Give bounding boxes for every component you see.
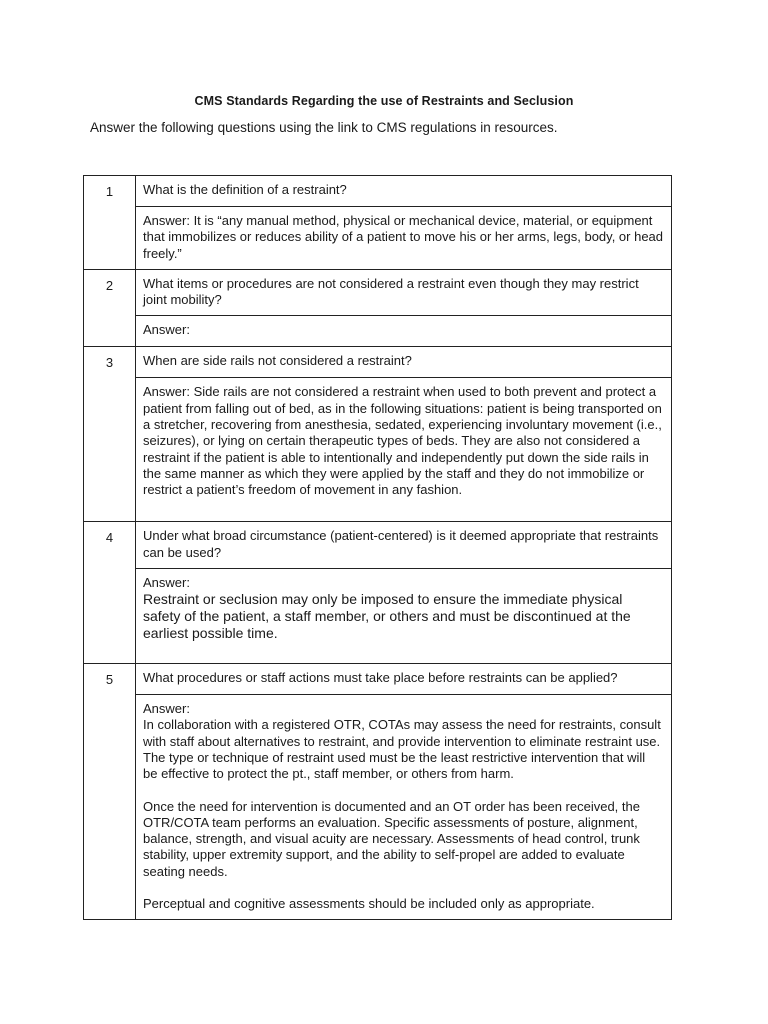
answer-paragraph: Once the need for intervention is documented and an OT order has been received, the OTR/COTA team performs an evaluation. Specific assessments of posture, alignment, balance, strength, and visual acuity are necessary. Assessments of head control, trunk stability, upper extremity support, and the ability to self-propel are added to evaluate seating needs. [143, 798, 640, 879]
table-row [84, 522, 672, 569]
question-number: 3 [84, 347, 136, 522]
table-row [84, 569, 672, 664]
question-text: Under what broad circumstance (patient-centered) is it deemed appropriate that restraints can be used? [136, 522, 672, 569]
question-number: 5 [84, 664, 136, 920]
answer-text: Answer: Side rails are not considered a restraint when used to both prevent and protect a patient from falling out of bed, as in the following situations: patient is being transported on a stretcher, recovering from anesthesia, sedated, experiencing involuntary movement (i.e., seizures), or lying on certain therapeutic types of beds. They are also not considered a restraint if the patient is able to intentionally and independently put down the side rails in the same manner as which they were applied by the staff and they do not immobilize or restrict a patient’s freedom of movement in any fashion. [136, 378, 672, 522]
answer-text: Restraint or seclusion may only be imposed to ensure the immediate physical safety of the patient, a staff member, or others and must be discontinued at the earliest possible time. [143, 591, 631, 642]
table-row [84, 695, 672, 920]
answer-label: Answer: [143, 575, 190, 591]
answer-paragraph: Perceptual and cognitive assessments should be included only as appropriate. [143, 896, 595, 912]
table-row [84, 207, 672, 270]
question-text: What procedures or staff actions must take place before restraints can be applied? [136, 664, 672, 695]
question-number: 1 [84, 176, 136, 270]
table-row [84, 347, 672, 378]
answer-text: Answer: It is “any manual method, physical or mechanical device, material, or equipment that immobilizes or reduces ability of a patient to move his or her arms, legs, body, or head freely.” [136, 207, 672, 270]
table-row [84, 664, 672, 695]
question-number: 2 [84, 269, 136, 347]
document-intro: Answer the following questions using the link to CMS regulations in resources. [90, 120, 558, 135]
answer-cell [136, 569, 672, 664]
table-row [84, 269, 672, 316]
answer-label: Answer: [143, 701, 190, 717]
question-number: 4 [84, 522, 136, 664]
answer-text: Answer: [136, 316, 672, 347]
question-text: What is the definition of a restraint? [136, 176, 672, 207]
document-title: CMS Standards Regarding the use of Restraints and Seclusion [194, 94, 574, 108]
table-row [84, 378, 672, 522]
qa-table [83, 175, 672, 920]
answer-paragraph: In collaboration with a registered OTR, COTAs may assess the need for restraints, consult with staff about alternatives to restraint, and provide intervention to eliminate restraint use. The type or technique of restraint used must be the least restrictive intervention that will be effective to protect the pt., staff member, or others from harm. [143, 717, 661, 782]
question-text: What items or procedures are not considered a restraint even though they may restrict joint mobility? [136, 269, 672, 316]
answer-cell [136, 695, 672, 920]
table-row [84, 316, 672, 347]
question-text: When are side rails not considered a restraint? [136, 347, 672, 378]
table-row [84, 176, 672, 207]
